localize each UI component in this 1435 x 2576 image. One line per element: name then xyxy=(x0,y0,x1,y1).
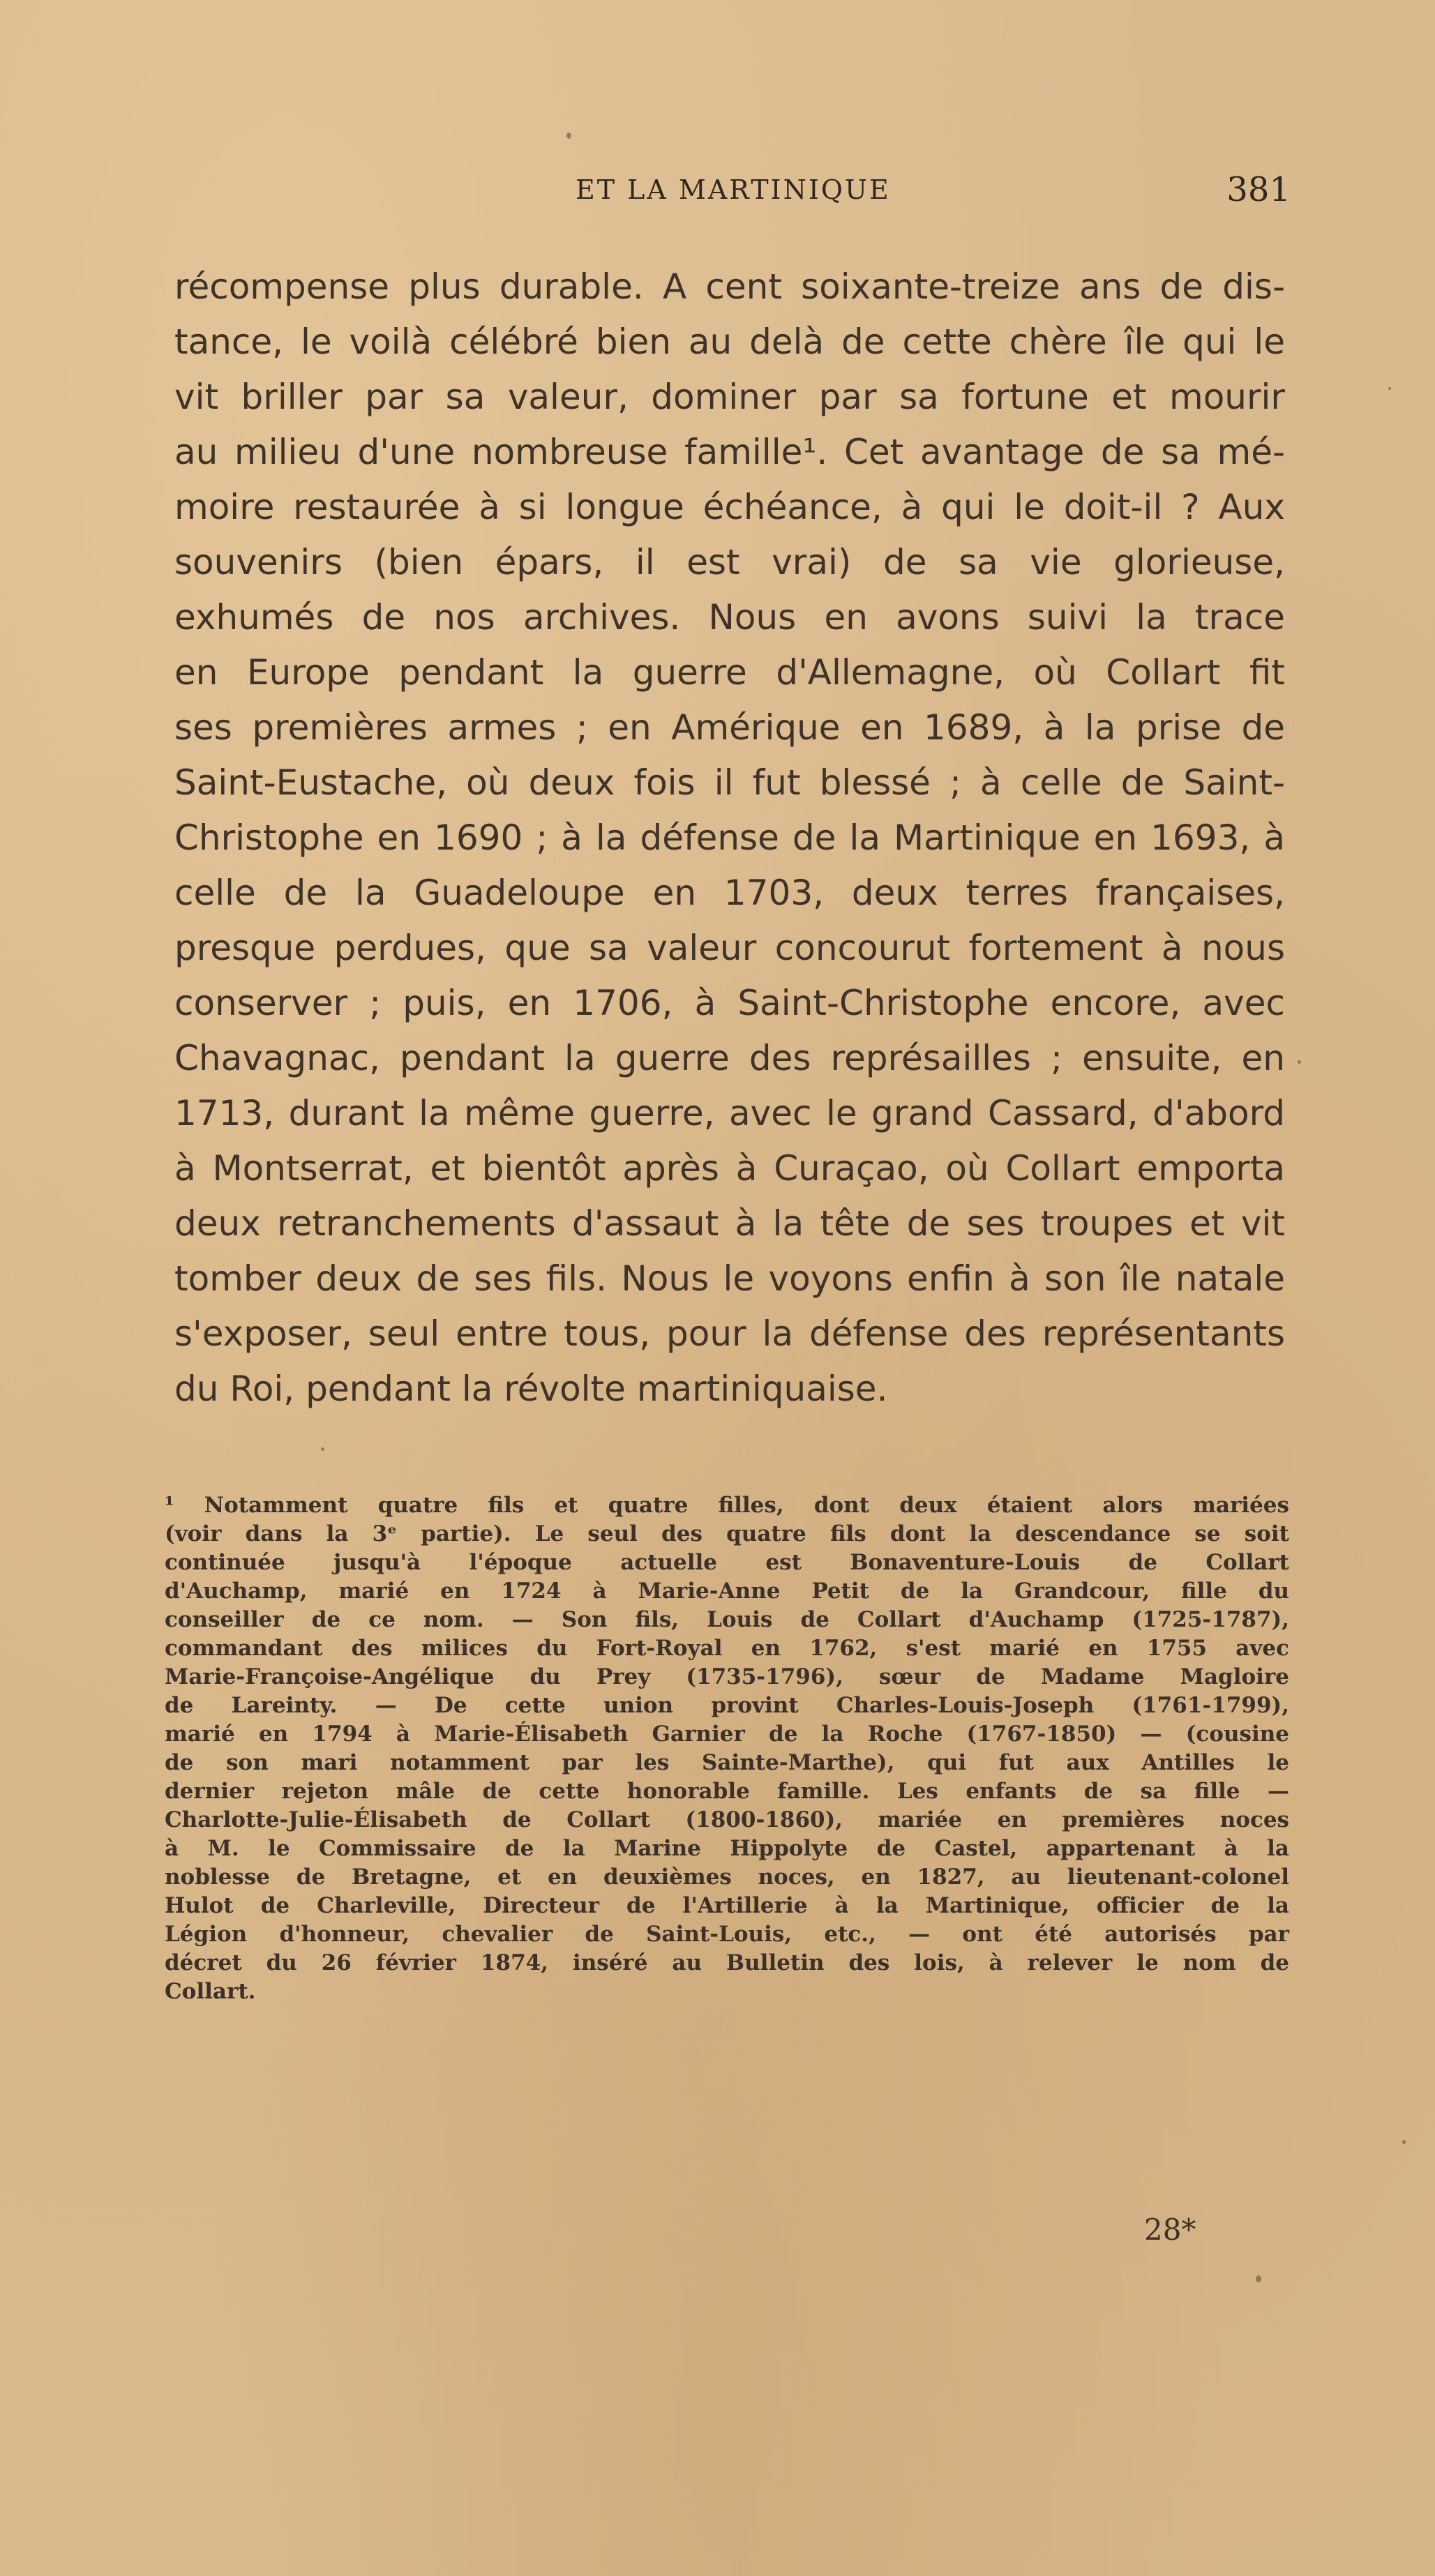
signature-mark: 28* xyxy=(1144,2213,1196,2247)
footnote-line: de Lareinty. — De cette union provint Charles-Louis-Joseph (1761-1799), xyxy=(165,1693,1289,1718)
body-line: au milieu d'une nombreuse famille¹. Cet avantage de sa mé- xyxy=(174,432,1285,472)
body-line: s'exposer, seul entre tous, pour la défense des représentants xyxy=(174,1313,1285,1354)
footnote-line: de son mari notamment par les Sainte-Marthe), qui fut aux Antilles le xyxy=(165,1750,1289,1775)
footnote-line: Légion d'honneur, chevalier de Saint-Louis, etc., — ont été autorisés par xyxy=(165,1922,1289,1947)
paper-speck xyxy=(1402,2140,1406,2144)
footnote-line: décret du 26 février 1874, inséré au Bulletin des lois, à relever le nom de xyxy=(165,1950,1289,1975)
body-line: souvenirs (bien épars, il est vrai) de sa vie glorieuse, xyxy=(174,542,1285,582)
footnote-line: Hulot de Charleville, Directeur de l'Artillerie à la Martinique, officier de la xyxy=(165,1893,1289,1918)
footnote-line: Charlotte-Julie-Élisabeth de Collart (1800-1860), mariée en premières noces xyxy=(165,1807,1289,1832)
body-line: moire restaurée à si longue échéance, à qui le doit-il ? Aux xyxy=(174,487,1285,527)
body-line: Chavagnac, pendant la guerre des représailles ; ensuite, en xyxy=(174,1038,1285,1078)
paper-speck xyxy=(566,133,571,139)
body-line: conserver ; puis, en 1706, à Saint-Christophe encore, avec xyxy=(174,983,1285,1023)
body-line: ses premières armes ; en Amérique en 1689, à la prise de xyxy=(174,707,1285,748)
footnote-line: Collart. xyxy=(165,1979,256,2004)
running-head xyxy=(174,170,1291,223)
footnote-line: commandant des milices du Fort-Royal en 1762, s'est marié en 1755 avec xyxy=(165,1636,1289,1661)
body-line: du Roi, pendant la révolte martiniquaise. xyxy=(174,1369,888,1409)
body-line: tomber deux de ses fils. Nous le voyons enfin à son île natale xyxy=(174,1258,1285,1299)
footnote-line: Marie-Françoise-Angélique du Prey (1735-1796), sœur de Madame Magloire xyxy=(165,1664,1289,1689)
footnote-line: (voir dans la 3ᵉ partie). Le seul des quatre fils dont la descendance se soit xyxy=(165,1521,1289,1546)
body-line: récompense plus durable. A cent soixante-treize ans de dis- xyxy=(174,266,1285,307)
footnote-line: d'Auchamp, marié en 1724 à Marie-Anne Petit de la Grandcour, fille du xyxy=(165,1579,1289,1604)
running-title: ET LA MARTINIQUE xyxy=(576,174,891,205)
paper-speck xyxy=(1256,2275,1261,2282)
footnote-line: dernier rejeton mâle de cette honorable famille. Les enfants de sa fille — xyxy=(165,1779,1289,1804)
body-line: Christophe en 1690 ; à la défense de la Martinique en 1693, à xyxy=(174,818,1285,858)
body-paragraph xyxy=(174,259,1285,1417)
body-line: vit briller par sa valeur, dominer par sa fortune et mourir xyxy=(174,377,1285,417)
body-line: en Europe pendant la guerre d'Allemagne, où Collart fit xyxy=(174,652,1285,693)
body-line: celle de la Guadeloupe en 1703, deux terres françaises, xyxy=(174,873,1285,913)
paper-speck xyxy=(1298,1060,1301,1064)
body-line: exhumés de nos archives. Nous en avons suivi la trace xyxy=(174,597,1285,638)
footnote-line: marié en 1794 à Marie-Élisabeth Garnier de la Roche (1767-1850) — (cousine xyxy=(165,1722,1289,1747)
body-line: tance, le voilà célébré bien au delà de cette chère île qui le xyxy=(174,322,1285,362)
body-line: à Montserrat, et bientôt après à Curaçao, où Collart emporta xyxy=(174,1148,1285,1189)
body-line: presque perdues, que sa valeur concourut fortement à nous xyxy=(174,928,1285,968)
footnote xyxy=(165,1491,1289,2006)
footnote-line: ¹ Notamment quatre fils et quatre filles, dont deux étaient alors mariées xyxy=(165,1493,1289,1518)
paper-speck xyxy=(1388,387,1391,390)
body-line: deux retranchements d'assaut à la tête de ses troupes et vit xyxy=(174,1203,1285,1244)
footnote-line: noblesse de Bretagne, et en deuxièmes noces, en 1827, au lieutenant-colonel xyxy=(165,1865,1289,1890)
body-line: Saint-Eustache, où deux fois il fut blessé ; à celle de Saint- xyxy=(174,762,1285,803)
footnote-line: conseiller de ce nom. — Son fils, Louis de Collart d'Auchamp (1725-1787), xyxy=(165,1607,1289,1632)
body-line: 1713, durant la même guerre, avec le grand Cassard, d'abord xyxy=(174,1093,1285,1133)
page-number: 381 xyxy=(1226,170,1291,209)
footnote-line: à M. le Commissaire de la Marine Hippolyte de Castel, appartenant à la xyxy=(165,1836,1289,1861)
footnote-line: continuée jusqu'à l'époque actuelle est Bonaventure-Louis de Collart xyxy=(165,1550,1289,1575)
paper-speck xyxy=(321,1447,324,1451)
